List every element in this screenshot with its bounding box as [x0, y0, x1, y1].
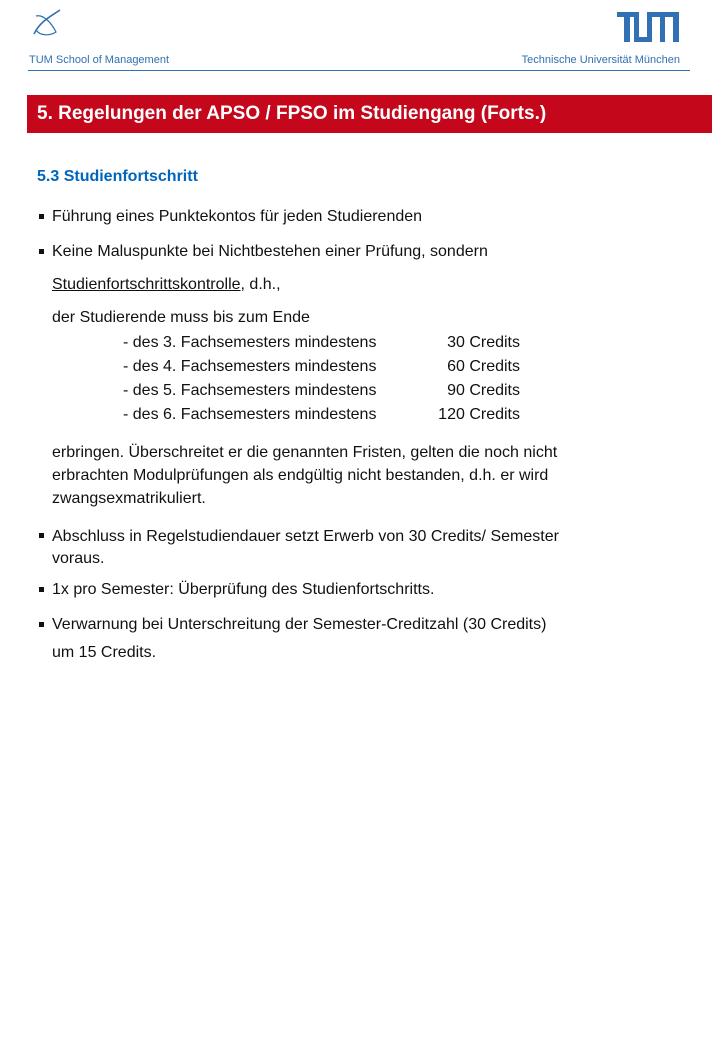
header-right-label: Technische Universität München	[521, 54, 680, 66]
bullet-marker-5	[39, 622, 44, 627]
bullet-2-line-1: Keine Maluspunkte bei Nichtbestehen einer Prüfung, sondern	[52, 243, 488, 260]
bullet-marker-4	[39, 587, 44, 592]
header-divider	[28, 70, 690, 71]
paragraph-line-2: erbrachten Modulprüfungen als endgültig nicht bestanden, d.h. er wird	[52, 467, 549, 484]
section-heading: 5.3 Studienfortschritt	[37, 168, 198, 185]
requirement-semester-6: - des 6. Fachsemesters mindestens	[123, 406, 377, 423]
school-swirl-icon	[30, 6, 64, 40]
bullet-3-line-1: Abschluss in Regelstudiendauer setzt Erwerb von 30 Credits/ Semester	[52, 528, 559, 545]
requirement-credits-6: 120 Credits	[438, 406, 520, 423]
paragraph-line-1: erbringen. Überschreitet er die genannten Fristen, gelten die noch nicht	[52, 444, 558, 461]
underlined-term: Studienfortschrittskontrolle	[52, 276, 241, 293]
requirement-credits-3: 30 Credits	[447, 334, 520, 351]
bullet-5-line-1: Verwarnung bei Unterschreitung der Semester-Creditzahl (30 Credits)	[52, 616, 547, 633]
requirement-credits-5: 90 Credits	[447, 382, 520, 399]
header-left-label: TUM School of Management	[29, 54, 170, 66]
paragraph-line-3: zwangsexmatrikuliert.	[52, 490, 206, 507]
bullet-1-text: Führung eines Punktekontos für jeden Studierenden	[52, 208, 423, 225]
bullet-marker-2	[39, 249, 44, 254]
line-2-rest: , d.h.,	[240, 276, 281, 293]
requirement-semester-5: - des 5. Fachsemesters mindestens	[123, 382, 377, 399]
tum-logo-icon	[617, 12, 679, 42]
bullet-marker-3	[39, 533, 44, 538]
bullet-5-line-2: um 15 Credits.	[52, 644, 157, 661]
bullet-3-line-2: voraus.	[52, 550, 105, 567]
bullet-2-line-2	[52, 276, 281, 294]
bullet-2-line-3: der Studierende muss bis zum Ende	[52, 309, 310, 326]
requirement-credits-4: 60 Credits	[447, 358, 520, 375]
bullet-4-text: 1x pro Semester: Überprüfung des Studienfortschritts.	[52, 581, 435, 598]
requirement-semester-4: - des 4. Fachsemesters mindestens	[123, 358, 377, 375]
bullet-marker-1	[39, 214, 44, 219]
slide-title: 5. Regelungen der APSO / FPSO im Studiengang (Forts.)	[27, 95, 712, 133]
requirement-semester-3: - des 3. Fachsemesters mindestens	[123, 334, 377, 351]
